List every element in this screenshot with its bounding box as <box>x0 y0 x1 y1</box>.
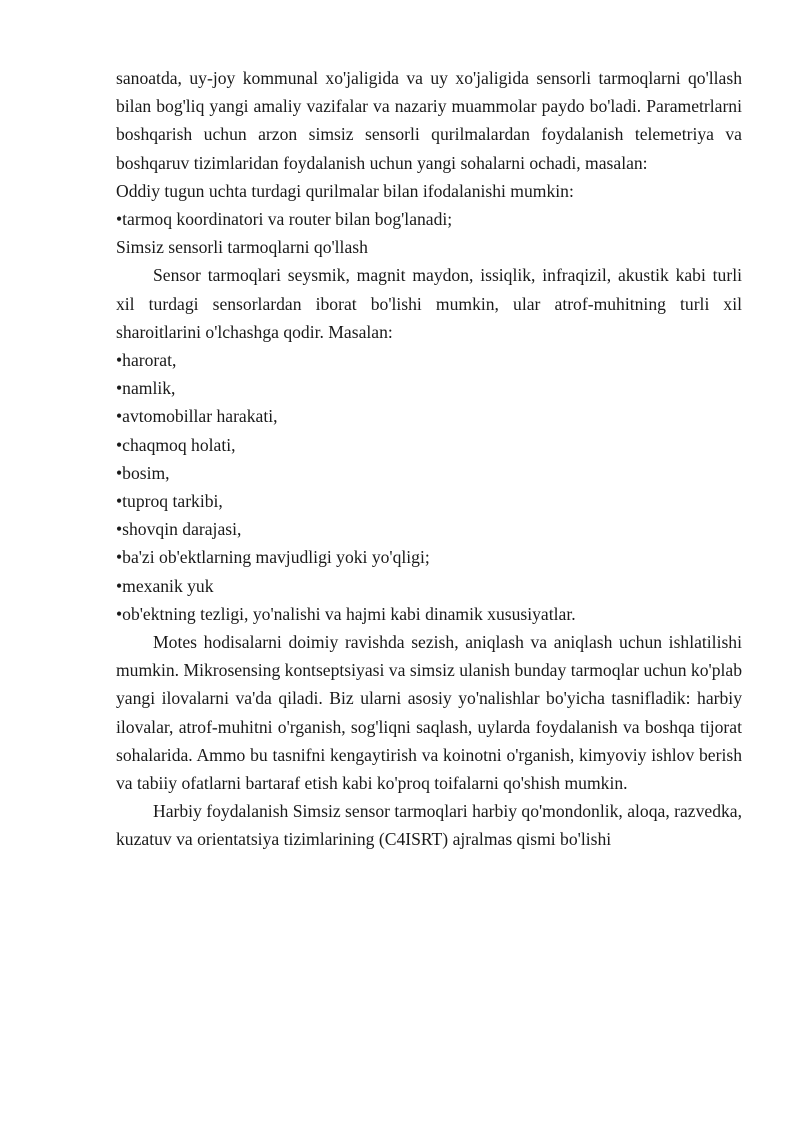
bullet-coordinator: •tarmoq koordinatori va router bilan bog'lanadi; <box>116 209 453 230</box>
paragraph-motes: Motes hodisalarni doimiy ravishda sezish, aniqlash va aniqlash uchun ishlatilishi mumkin. Mikrosensing kontseptsiyasi va simsiz ulanish bunday tarmoqlar uchun ko'plab yangi ilovalarni va'da qiladi. Biz ularni asosiy yo'nalishlar bo'yicha tasnifladik: harbiy ilovalar, atrof-muhitni o'rganish, sog'liqni saqlash, uylarda foydalanish va boshqa tijorat sohalarida. Ammo bu tasnifni kengaytirish va koinotni o'rganish, kimyoviy ishlov berish va tabiiy ofatlarni bartaraf etish kabi ko'proq toifalarni qo'shish mumkin. <box>116 632 742 794</box>
paragraph-sensor-networks: Sensor tarmoqlari seysmik, magnit maydon, issiqlik, infraqizil, akustik kabi turli xil turdagi sensorlardan iborat bo'lishi mumkin, ular atrof-muhitning turli xil sharoitlarini o'lchashga qodir. Masalan: <box>116 265 742 342</box>
list-item: •tuproq tarkibi, <box>116 491 223 512</box>
list-item: •mexanik yuk <box>116 575 214 596</box>
list-item: •avtomobillar harakati, <box>116 406 278 427</box>
document-body <box>116 64 742 854</box>
list-item: •bosim, <box>116 462 170 483</box>
list-item: •harorat, <box>116 350 177 371</box>
section-heading: Simsiz sensorli tarmoqlarni qo'llash <box>116 237 368 258</box>
list-item: •ob'ektning tezligi, yo'nalishi va hajmi kabi dinamik xususiyatlar. <box>116 603 576 624</box>
paragraph-intro: sanoatda, uy-joy kommunal xo'jaligida va uy xo'jaligida sensorli tarmoqlarni qo'llash bilan bog'liq yangi amaliy vazifalar va nazariy muammolar paydo bo'ladi. Parametrlarni boshqarish uchun arzon simsiz sensorli qurilmalardan foydalanish telemetriya va boshqaruv tizimlaridan foydalanish uchun yangi sohalarni ochadi, masalan: <box>116 68 742 173</box>
paragraph-military: Harbiy foydalanish Simsiz sensor tarmoqlari harbiy qo'mondonlik, aloqa, razvedka, kuzatuv va orientatsiya tizimlarining (C4ISRT) ajralmas qismi bo'lishi <box>116 801 742 850</box>
text-line-node-types: Oddiy tugun uchta turdagi qurilmalar bilan ifodalanishi mumkin: <box>116 180 574 201</box>
list-item: •shovqin darajasi, <box>116 519 242 540</box>
list-item: •ba'zi ob'ektlarning mavjudligi yoki yo'qligi; <box>116 547 430 568</box>
list-item: •namlik, <box>116 378 176 399</box>
list-item: •chaqmoq holati, <box>116 434 236 455</box>
